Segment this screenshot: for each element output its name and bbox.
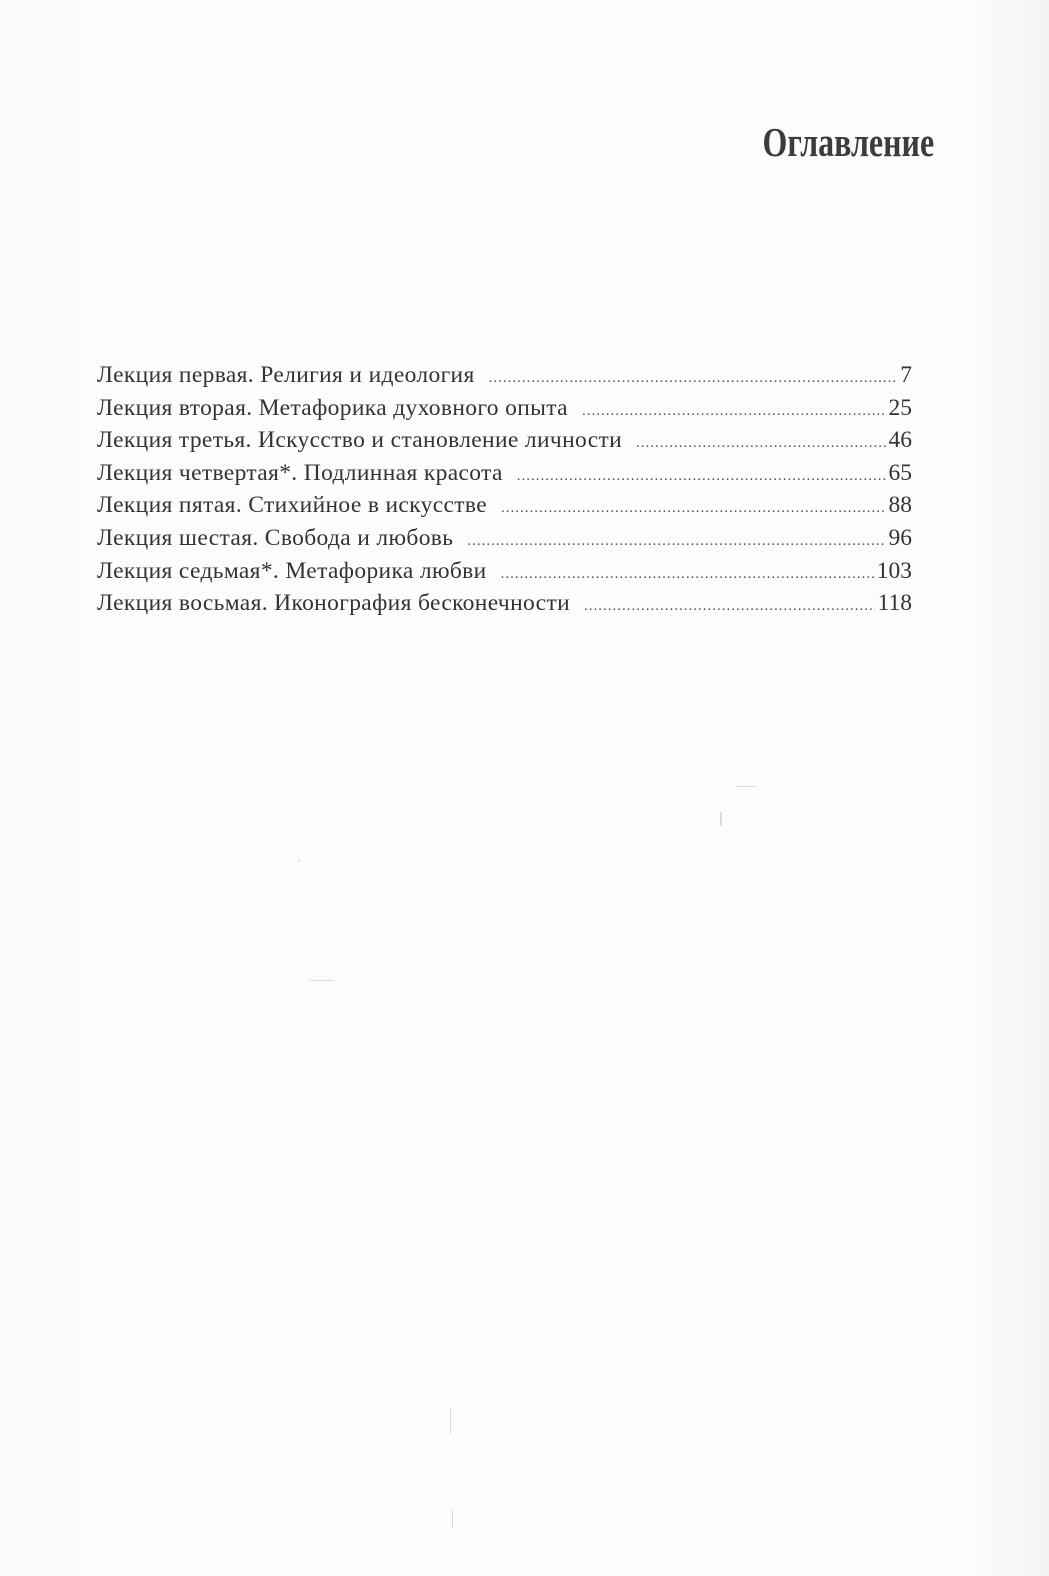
paper-speck — [310, 980, 334, 981]
toc-entry-page-number: 46 — [888, 427, 912, 454]
toc-entry-title: Лекция первая. Религия и идеология — [97, 362, 475, 388]
toc-entry-title: Лекция шестая. Свобода и любовь — [97, 524, 454, 551]
toc-entry — [97, 489, 912, 522]
toc-entry — [97, 392, 912, 425]
paper-speck — [720, 812, 722, 826]
toc-entry — [97, 457, 912, 490]
toc-entry-page-number: 118 — [877, 590, 912, 617]
dot-leader — [501, 492, 885, 525]
toc-entry-title: Лекция пятая. Стихийное в искусстве — [97, 492, 488, 519]
paper-speck — [298, 860, 300, 862]
dot-leader — [517, 460, 886, 493]
toc-entry — [97, 522, 912, 555]
toc-entry — [97, 424, 912, 457]
toc-entry-title: Лекция седьмая*. Метафорика любви — [97, 557, 487, 584]
table-of-contents — [97, 359, 912, 620]
toc-entry-page-number: 7 — [900, 362, 912, 388]
paper-speck — [450, 1408, 451, 1434]
paper-speck — [735, 786, 757, 787]
page-title: Оглавление — [762, 119, 934, 165]
toc-entry — [97, 555, 912, 588]
paper-speck — [452, 1510, 453, 1528]
toc-entry-page-number: 96 — [888, 524, 912, 551]
toc-entry-title: Лекция восьмая. Иконография бесконечности — [97, 590, 571, 617]
toc-entry-page-number: 25 — [888, 394, 912, 421]
toc-entry — [97, 587, 912, 620]
toc-entry-title: Лекция вторая. Метафорика духовного опыта — [97, 394, 568, 421]
toc-entry-page-number: 103 — [876, 557, 912, 584]
dot-leader — [582, 395, 886, 428]
dot-leader — [489, 362, 898, 395]
dot-leader — [501, 558, 874, 591]
dot-leader — [467, 525, 885, 558]
toc-entry — [97, 359, 912, 392]
toc-entry-page-number: 65 — [888, 459, 912, 486]
toc-entry-title: Лекция четвертая*. Подлинная красота — [97, 459, 503, 486]
dot-leader — [636, 427, 885, 460]
dot-leader — [584, 590, 875, 623]
toc-entry-title: Лекция третья. Искусство и становление личности — [97, 427, 623, 454]
toc-entry-page-number: 88 — [888, 492, 912, 519]
